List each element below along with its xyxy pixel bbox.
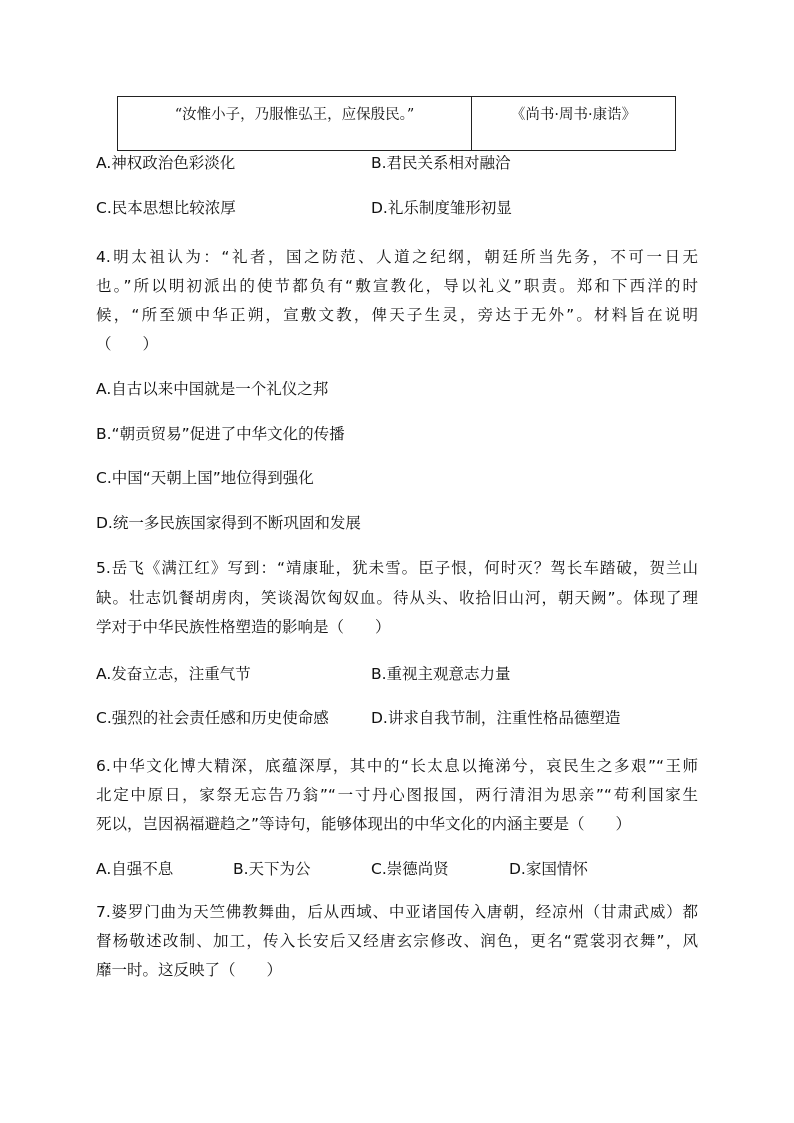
q4-stem-line: 也。”所以明初派出的使节都负有“敷宣教化，导以礼义”职责。郑和下西洋的时 — [96, 277, 698, 295]
q4-option-b: B.“朝贡贸易”促进了中华文化的传播 — [96, 425, 345, 443]
q7-stem-line: 7.婆罗门曲为天竺佛教舞曲，后从西域、中亚诸国传入唐朝，经凉州（甘肃武威）都 — [96, 903, 698, 921]
q3-option-b: B.君民关系相对融洽 — [371, 154, 511, 172]
q5-option-b: B.重视主观意志力量 — [371, 665, 511, 683]
q4-stem-line: 4.明太祖认为：“礼者，国之防范、人道之纪纲，朝廷所当先务，不可一日无 — [96, 248, 698, 266]
q6-option-b: B.天下为公 — [233, 860, 311, 878]
q5-option-a: A.发奋立志，注重气节 — [96, 665, 251, 683]
q5-stem-line: 缺。壮志饥餐胡虏肉，笑谈渴饮匈奴血。待从头、收拾旧山河，朝天阙”。体现了理 — [96, 589, 698, 607]
q6-option-a: A.自强不息 — [96, 860, 174, 878]
q7-stem-line: 靡一时。这反映了（ ） — [96, 961, 283, 979]
q5-stem-line: 5.岳飞《满江红》写到：“靖康耻，犹未雪。臣子恨，何时灭？驾长车踏破，贺兰山 — [96, 559, 698, 577]
q7-stem-line: 督杨敬述改制、加工，传入长安后又经唐玄宗修改、润色，更名“霓裳羽衣舞”，风 — [96, 932, 698, 950]
q6-option-d: D.家国情怀 — [509, 860, 588, 878]
q5-stem-line: 学对于中华民族性格塑造的影响是（ ） — [96, 618, 391, 636]
q5-option-d: D.讲求自我节制，注重性格品德塑造 — [371, 709, 621, 727]
source-table — [117, 96, 676, 151]
q5-option-c: C.强烈的社会责任感和历史使命感 — [96, 709, 329, 727]
q4-option-d: D.统一多民族国家得到不断巩固和发展 — [96, 514, 361, 532]
q3-option-d: D.礼乐制度雏形初显 — [371, 199, 512, 217]
q4-stem-line: 候，“所至颁中华正朔，宣敷文教，俾天子生灵，旁达于无外”。材料旨在说明 — [96, 306, 698, 324]
q6-option-c: C.崇德尚贤 — [371, 860, 449, 878]
table-source: 《尚书·周书·康诰》 — [510, 107, 637, 123]
q3-option-c: C.民本思想比较浓厚 — [96, 199, 236, 217]
q6-stem-line: 北定中原日，家祭无忘告乃翁”“一寸丹心图报国，两行清泪为思亲”“苟利国家生 — [96, 786, 698, 804]
q4-answer-blank: （ ） — [96, 335, 159, 353]
q6-stem-line: 6.中华文化博大精深，底蕴深厚，其中的“长太息以掩涕兮，哀民生之多艰”“王师 — [96, 757, 698, 775]
q4-option-a: A.自古以来中国就是一个礼仪之邦 — [96, 380, 329, 398]
q6-stem-line: 死以，岂因祸福避趋之”等诗句，能够体现出的中华文化的内涵主要是（ ） — [96, 815, 632, 833]
table-quote: “汝惟小子，乃服惟弘王，应保殷民。” — [174, 107, 415, 123]
q4-option-c: C.中国“天朝上国”地位得到强化 — [96, 469, 314, 487]
q3-option-a: A.神权政治色彩淡化 — [96, 154, 236, 172]
